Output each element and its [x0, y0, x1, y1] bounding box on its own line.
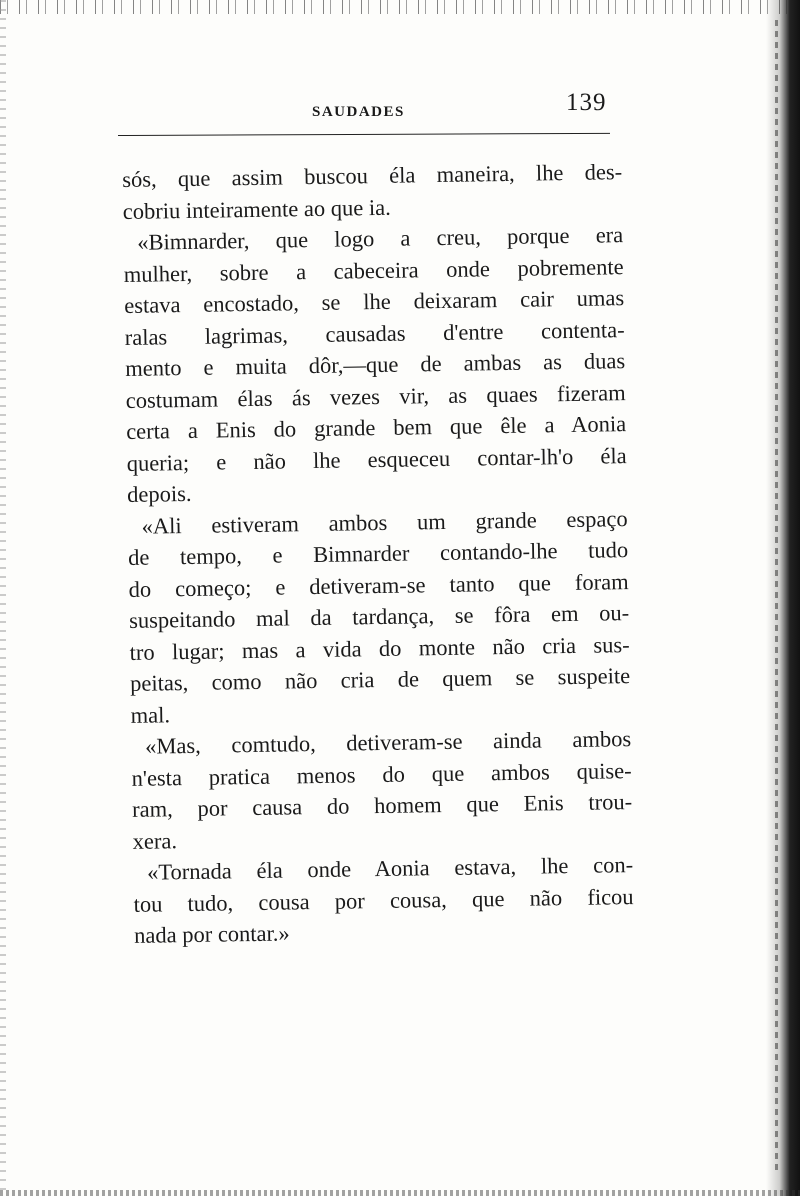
- running-title: SAUDADES: [312, 104, 405, 120]
- text-line: «Bimnarder, que logo a creu, porque era: [137, 222, 624, 255]
- text-line: costumam élas ás vezes vir, as quaes fizeram: [125, 379, 626, 413]
- body-text: [122, 156, 634, 951]
- text-line: xera.: [132, 827, 178, 854]
- text-line: suspeitando mal da tardança, se fôra em ou-: [128, 600, 630, 633]
- text-line: «Mas, comtudo, detiveram-se ainda ambos: [144, 726, 632, 759]
- scan-edge-bottom: [0, 1190, 800, 1196]
- text-line: mento e muita dôr,—que de ambas as duas: [125, 348, 626, 381]
- text-line: ram, por causa do homem que Enis trou-: [131, 789, 633, 822]
- text-line: tou tudo, cousa por cousa, que não ficou: [133, 883, 634, 917]
- text-line: nada por contar.»: [133, 920, 290, 948]
- text-line: cobriu inteiramente ao que ia.: [122, 194, 391, 224]
- text-line: ralas lagrimas, causadas d'entre contenta-: [124, 316, 625, 350]
- text-line: «Ali estiveram ambos um grande espaço: [141, 505, 628, 539]
- text-line: mulher, sobre a cabeceira onde pobremente: [123, 253, 624, 287]
- text-line: mal.: [130, 701, 171, 728]
- text-line: do começo; e detiveram-se tanto que foram: [128, 568, 629, 602]
- text-line: de tempo, e Bimnarder contando-lhe tudo: [127, 537, 629, 570]
- scan-edge-right: [766, 0, 800, 1196]
- text-line: tro lugar; mas a vida do monte não cria sus-: [129, 631, 630, 665]
- scan-edge-right-artifact: [775, 20, 778, 1170]
- text-line: estava encostado, se lhe deixaram cair umas: [124, 285, 625, 318]
- text-line: «Tornada éla onde Aonia estava, lhe con-: [146, 852, 634, 885]
- text-line: depois.: [126, 480, 192, 507]
- scan-edge-top: [0, 0, 800, 14]
- text-line: n'esta pratica menos do que ambos quise-: [131, 757, 632, 791]
- text-line: queria; e não lhe esqueceu contar-lh'o éla: [126, 442, 627, 476]
- page-number: 139: [566, 89, 607, 116]
- text-line: sós, que assim buscou éla maneira, lhe des-: [122, 159, 623, 192]
- text-line: peitas, como não cria de quem se suspeite: [129, 663, 631, 696]
- text-line: certa a Enis do grande bem que êle a Aonia: [126, 411, 627, 444]
- header-rule: [118, 133, 610, 136]
- scan-edge-left: [0, 0, 6, 1196]
